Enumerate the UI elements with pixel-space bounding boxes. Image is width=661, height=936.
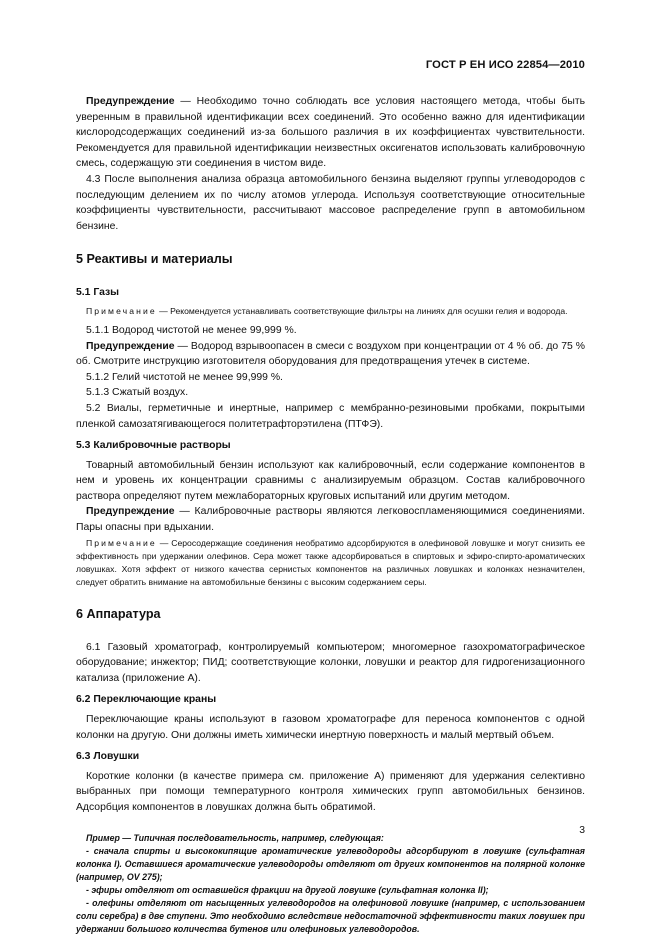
note-label: Примечание <box>86 305 157 316</box>
subsection-heading: 6.2 Переключающие краны <box>76 694 217 706</box>
warning-term: Предупреждение <box>86 340 175 352</box>
paragraph-text: — Необходимо точно соблюдать все условия настоящего метода, чтобы быть уверенным в правильной идентификации всех соединений. Это особенно важно для идентификации кислородсодержащих соединений из-за большого различия в их коэффициентах чувствительности. Рекомендуется для правильной идентификации неизвестных оксигенатов использовать калибровочную смесь, содержащую эти соединения в чистом виде. <box>76 96 585 170</box>
paragraph-text: — Водород взрывоопасен в смеси с воздухом при концентрации от 4 % об. до 75 % об. Смотрите инструкцию изготовителя оборудования для предотвращения утечек в системе. <box>76 340 585 368</box>
example-item: - эфиры отделяют от оставшейся фракции на другой ловушке (сульфатная колонка II); <box>86 884 489 895</box>
note-paragraph <box>76 305 585 318</box>
body-paragraph: Переключающие краны используют в газовом хроматографе для переноса компонентов с одной колонки на другую. Они должны иметь химически инертную поверхность и малый мертвый объем. <box>76 714 585 741</box>
warning-term: Предупреждение <box>86 506 175 518</box>
note-label: Примечание <box>86 537 157 548</box>
note-paragraph <box>76 537 585 589</box>
body-paragraph: 5.2 Виалы, герметичные и инертные, например с мембранно-резиновыми пробками, покрытыми пленкой самозатягивающегося политетрафторэтилена (ПТФЭ). <box>76 402 585 430</box>
example-title: Пример — Типичная последовательность, например, следующая: <box>86 832 384 843</box>
subsection-heading: 5.3 Калибровочные растворы <box>76 440 231 452</box>
body-paragraph: 4.3 После выполнения анализа образца автомобильного бензина выделяют группы углеводородов с последующим делением их по числу атомов углерода. Используя соответствующие относительные коэффициенты чувствительности, рассчитывают массовое распределение групп в автомобильном бензине. <box>76 173 585 232</box>
body-paragraph: 6.1 Газовый хроматограф, контролируемый компьютером; многомерное газохроматографическое оборудование; инжектор; ПИД; соответствующие колонки, ловушки и реактор для гидрогенизационного катализа (приложение А). <box>76 641 585 684</box>
body-paragraph: Короткие колонки (в качестве примера см. приложение А) применяют для удержания селективно выбранных при помощи температурного контроля химических групп автомобильных бензинов. Адсорбция компонентов в ловушках должна быть обратимой. <box>76 770 585 813</box>
body-paragraph: 5.1.2 Гелий чистотой не менее 99,999 %. <box>86 371 283 383</box>
subsection-heading: 5.1 Газы <box>76 287 120 299</box>
body-paragraph: 5.1.1 Водород чистотой не менее 99,999 %. <box>86 324 297 336</box>
example-block <box>76 832 585 936</box>
subsection-heading: 6.3 Ловушки <box>76 751 140 763</box>
document-body <box>76 94 585 936</box>
document-header: ГОСТ Р ЕН ИСО 22854—2010 <box>425 59 585 71</box>
example-item: - олефины отделяют от насыщенных углеводородов на олефиновой ловушке (например, с использованием соли серебра) в две ступени. Это необходимо вследствие недостаточной эффективности таких ловушек при удержании большого количества бутенов или олефиновых углеводородов. <box>76 898 585 935</box>
warning-paragraph <box>76 504 585 535</box>
warning-paragraph <box>76 339 585 370</box>
page-number: 3 <box>579 825 585 836</box>
section-heading: 5 Реактивы и материалы <box>76 252 233 267</box>
section-heading: 6 Аппаратура <box>76 606 161 621</box>
note-text: — Рекомендуется устанавливать соответствующие фильтры на линиях для осушки гелия и водорода. <box>156 305 568 316</box>
warning-term: Предупреждение <box>86 96 175 107</box>
example-item: - сначала спирты и высококипящие ароматические углеводороды адсорбируют в ловушке (сульфатная колонка I). Оставшиеся ароматические углеводороды отделяют от других компонентов на полярной колонке (например, OV 275); <box>76 845 585 882</box>
body-paragraph: Товарный автомобильный бензин используют как калибровочный, если содержание компонентов в нем и уровень их концентрации сравнимы с анализируемым образцом. Состав калибровочного раствора определяют путем межлабораторных круговых испытаний или другим методом. <box>76 459 585 502</box>
body-paragraph: 5.1.3 Сжатый воздух. <box>86 387 189 399</box>
warning-paragraph <box>76 94 585 172</box>
note-text: — Серосодержащие соединения необратимо адсорбируются в олефиновой ловушке и могут снизить ее эффективность при удержании олефинов. Сера может также адсорбироваться в спиртовых и эфиро-спирто-ароматических ловушках. Хотя эффект от низкого качества сернистых компонентов на различных ловушках и колонках незначителен, следует обратить внимание на автомобильные бензины с высоким содержанием серы. <box>76 537 585 587</box>
paragraph-text: — Калибровочные растворы являются легковоспламеняющимися соединениями. Пары опасны при вдыхании. <box>76 506 585 534</box>
